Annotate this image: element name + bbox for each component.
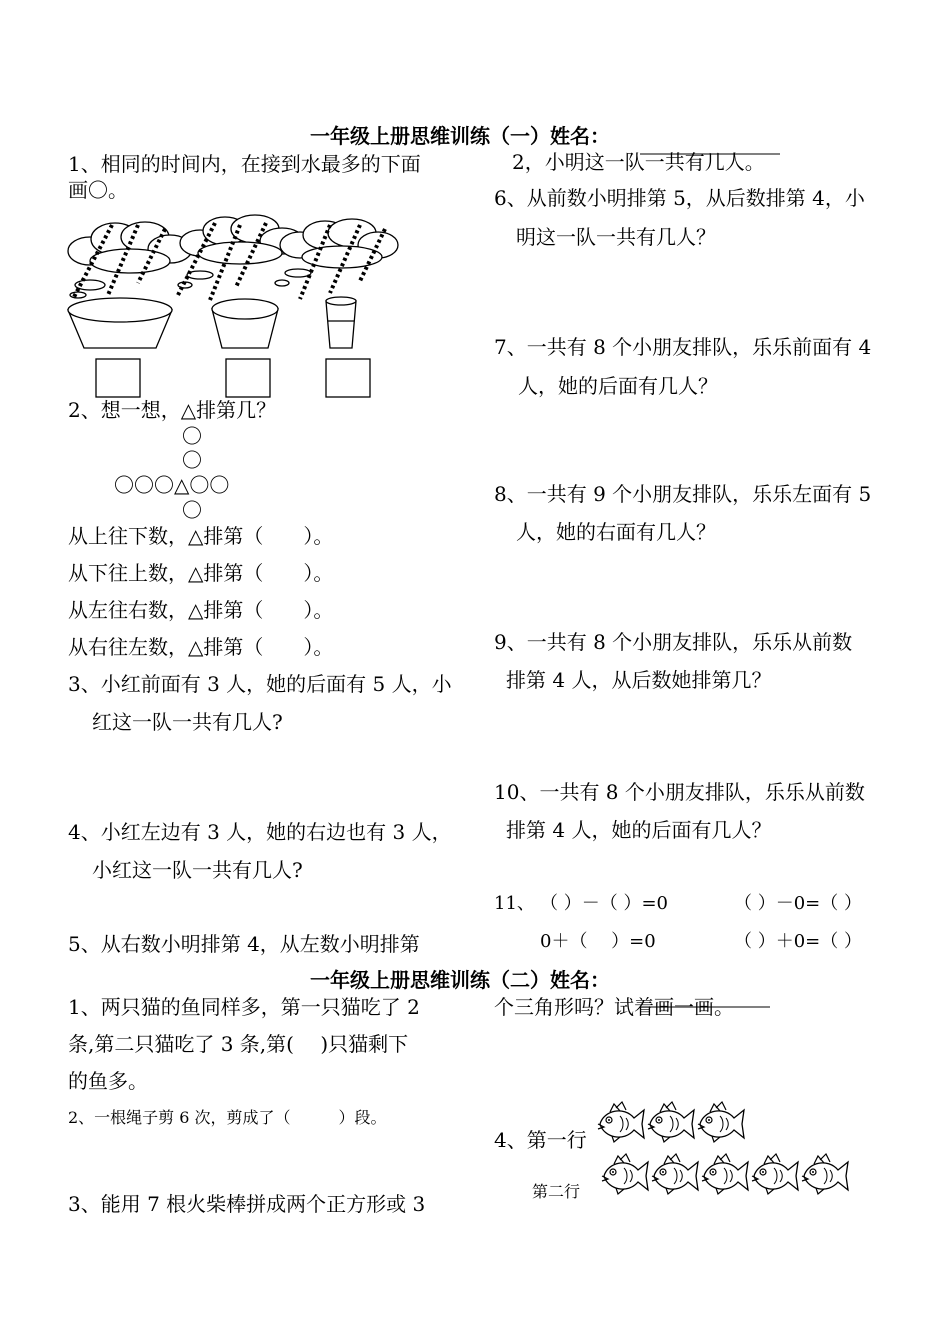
q6-line1: 6、从前数小明排第 5，从后数排第 4，小 [494,186,865,210]
water-containers-illustration [60,215,410,405]
strike-line [640,995,780,1019]
q11-eq3: 0＋（ ）=0 [540,931,656,952]
q8-line1: 8、一共有 9 个小朋友排队，乐乐左面有 5 [494,482,872,506]
q5-continued: 2，小明这一队一共有几人。 [512,150,765,174]
q2-blank-right-left: 从右往左数，△排第（ ）。 [68,635,334,659]
q10-line2: 排第 4 人，她的后面有几人？ [506,818,772,842]
wide-bowl-icon [68,298,172,348]
q11-eq4: （ ）＋0=（ ） [734,931,862,952]
q1-line2: 画〇。 [68,178,128,202]
s2-q1-line1: 1、两只猫的鱼同样多，第一只猫吃了 2 [68,995,420,1019]
s2-q3-line1: 3、能用 7 根火柴棒拼成两个正方形或 3 [68,1192,426,1216]
shape-row: 〇〇〇△〇〇 [114,473,230,497]
q11-label: 11、 [494,893,535,914]
q7-line1: 7、一共有 8 个小朋友排队，乐乐前面有 4 [494,335,872,359]
q11-eq1: （ ）－（ ）=0 [540,893,668,914]
basin-icon [212,299,278,348]
q8-line2: 人，她的右面有几人？ [516,520,716,544]
s2-q1-line2: 条,第二只猫吃了 3 条,第( )只猫剩下 [68,1032,409,1056]
fish-icon [698,1102,744,1142]
sheet2-title: 一年级上册思维训练（二）姓名： [310,968,610,992]
cup-icon [326,297,356,348]
strike-line [640,150,790,174]
answer-box[interactable] [96,359,140,397]
q6-line2: 明这一队一共有几人？ [516,225,716,249]
s2-q4-label: 4、第一行 [494,1128,587,1152]
s2-q1-line3: 的鱼多。 [68,1069,148,1093]
q1-line1: 1、相同的时间内，在接到水最多的下面 [68,152,421,176]
q7-line2: 人，她的后面有几人？ [518,374,718,398]
fish-icon [752,1154,798,1194]
q4-line1: 4、小红左边有 3 人，她的右边也有 3 人， [68,820,452,844]
fish-icon [602,1154,648,1194]
q4-line2: 小红这一队一共有几人? [92,858,303,882]
circle-shape: 〇 [182,424,202,448]
circle-shape: 〇 [182,448,202,472]
q3-line2: 红这一队一共有几人? [92,710,283,734]
q10-line1: 10、一共有 8 个小朋友排队，乐乐从前数 [494,780,865,804]
cloud-icon [68,222,192,298]
fish-icon [802,1154,848,1194]
s2-q2: 2、一根绳子剪 6 次，剪成了（ ）段。 [68,1108,387,1127]
answer-box[interactable] [326,359,370,397]
s2-q4-row2-label: 第二行 [532,1182,581,1201]
fish-icon [652,1154,698,1194]
sheet1-title: 一年级上册思维训练（一）姓名： [310,124,610,148]
q5-line1: 5、从右数小明排第 4，从左数小明排第 [68,932,420,956]
circle-shape: 〇 [182,498,202,522]
q9-line2: 排第 4 人，从后数她排第几？ [506,668,772,692]
fish-icon [598,1102,644,1142]
q9-line1: 9、一共有 8 个小朋友排队，乐乐从前数 [494,630,853,654]
q2-blank-top-down: 从上往下数，△排第（ ）。 [68,524,334,548]
fish-icon [648,1102,694,1142]
q2-blank-bottom-up: 从下往上数，△排第（ ）。 [68,561,334,585]
fish-icon [702,1154,748,1194]
fish-rows-illustration [590,1098,850,1208]
s2-q3-continued: 个三角形吗？试着画一画。 [494,995,734,1019]
q2-heading: 2、想一想，△排第几？ [68,398,277,422]
answer-box[interactable] [226,359,270,397]
q11-eq2: （ ）－0=（ ） [734,893,862,914]
q3-line1: 3、小红前面有 3 人，她的后面有 5 人，小 [68,672,452,696]
q2-blank-left-right: 从左往右数，△排第（ ）。 [68,598,334,622]
